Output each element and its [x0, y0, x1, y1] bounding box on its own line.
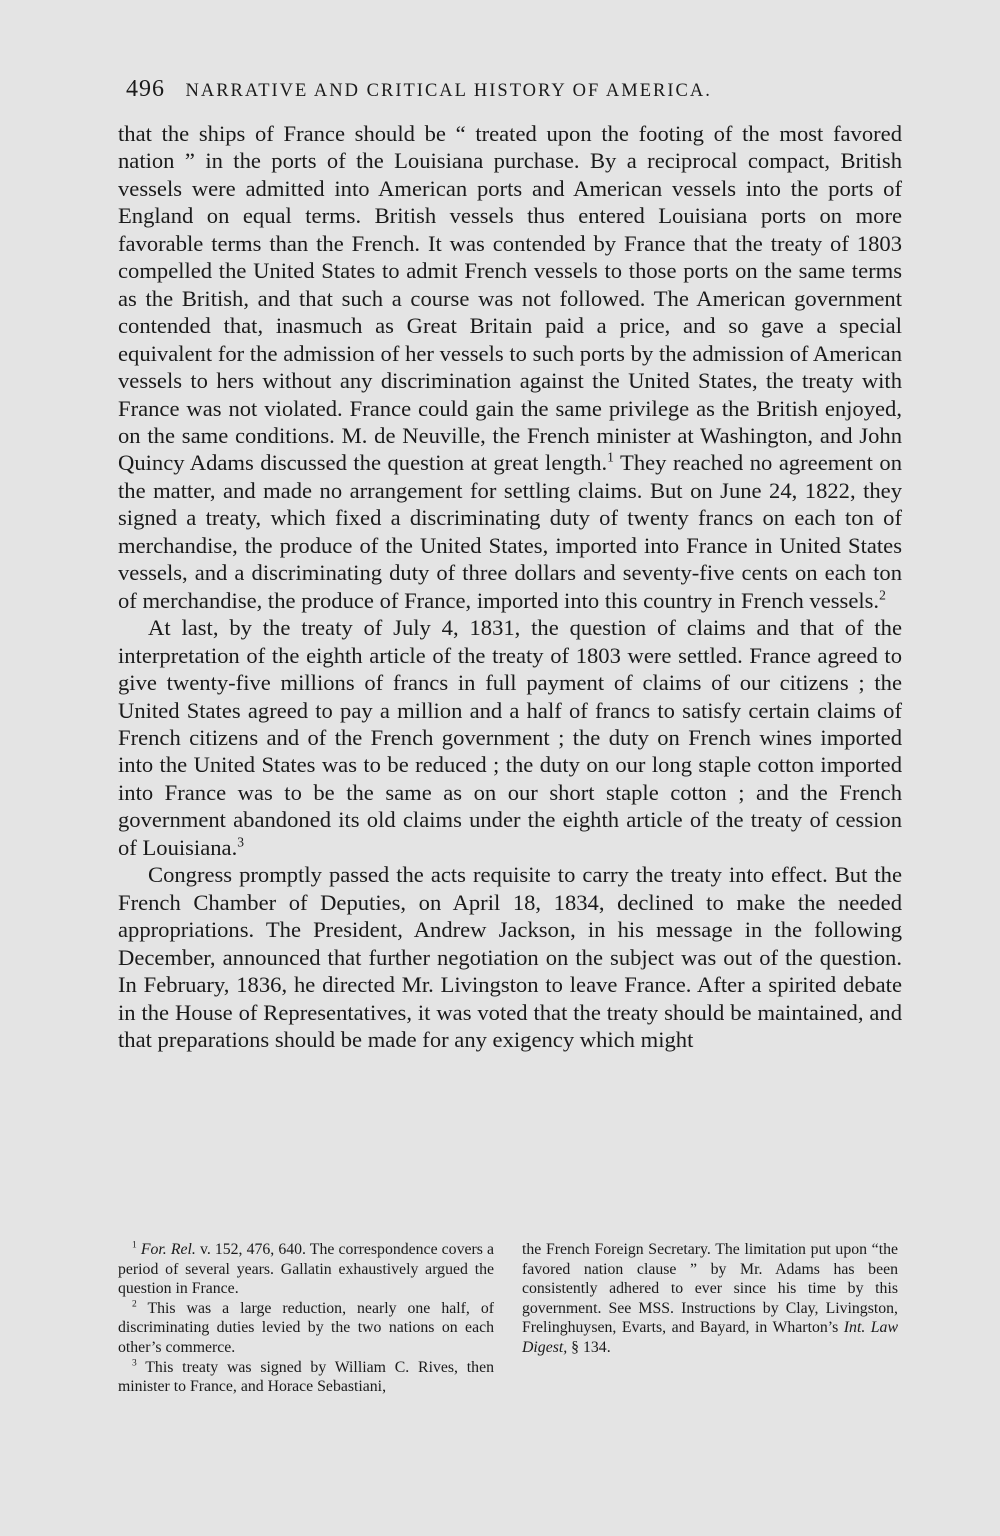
- footnote-ref-3: 3: [237, 834, 244, 850]
- footnotes: [118, 1240, 898, 1397]
- footnote-1-text: v. 152, 476, 640. The correspondence covers a period of several years. Gallatin exhaustively argued the question in France.: [118, 1241, 495, 1298]
- paragraph-1-text-cont: They reached no agreement on the matter, and made no arrangement for settling claims. But on June 24, 1822, they signed a treaty, which fixed a discriminating duty of twenty francs on each ton of merchandise, the produce of the United States, imported into France in United States vessels, and a discriminating duty of three dollars and seventy-five cents on each ton of merchandise, the produce of France, imported into this country in French vessels.: [118, 450, 902, 613]
- footnote-column-left: [118, 1240, 494, 1397]
- footnote-3-cont-end: § 134.: [567, 1338, 611, 1356]
- footnote-1: [118, 1240, 494, 1299]
- paragraph-1: [118, 120, 902, 614]
- body-text: [118, 120, 902, 1053]
- footnote-2-text: This was a large reduction, nearly one half, of discriminating duties levied by the two nations on each other’s commerce.: [118, 1299, 494, 1356]
- paragraph-3-text: Congress promptly passed the acts requisite to carry the treaty into effect. But the French Chamber of Deputies, on April 18, 1834, declined to make the needed appropriations. The President, Andrew Jackson, in his message in the following December, announced that further negotiation on the subject was out of the question. In February, 1836, he directed Mr. Livingston to leave France. After a spirited debate in the House of Representatives, it was voted that the treaty should be maintained, and that preparations should be made for any exigency which might: [118, 862, 902, 1052]
- footnote-ref-2: 2: [879, 587, 886, 603]
- footnote-3-cont-text: the French Foreign Secretary. The limitation put upon “the favored nation clause ” by Mr. Adams has been consistently adhered to ever since his time by this government. See MSS. Instructions by Clay, Livingston, Frelinghuysen, Evarts, and Bayard, in Wharton’s: [522, 1241, 898, 1337]
- paragraph-2: [118, 614, 902, 861]
- footnote-3: [118, 1358, 494, 1397]
- footnote-2-mark: 2: [132, 1299, 137, 1310]
- footnote-ref-1: 1: [607, 449, 614, 465]
- footnote-3-text: This treaty was signed by William C. Rives, then minister to France, and Horace Sebastiani,: [118, 1358, 494, 1396]
- footnote-1-mark: 1: [132, 1240, 137, 1251]
- paragraph-1-text: that the ships of France should be “ treated upon the footing of the most favored nation ” in the ports of the Louisiana purchase. By a reciprocal compact, British vessels were admitted into American ports and American vessels into the ports of England on equal terms. British vessels thus entered Louisiana ports on more favorable terms than the French. It was contended by France that the treaty of 1803 compelled the United States to admit French vessels to those ports on the same terms as the British, and that such a course was not followed. The American government contended that, inasmuch as Great Britain paid a price, and so gave a special equivalent for the admission of her vessels to such ports by the admission of American vessels to hers without any discrimination against the United States, the treaty with France was not violated. France could gain the same privilege as the British enjoyed, on the same conditions. M. de Neuville, the French minister at Washington, and John Quincy Adams discussed the question at great length.: [118, 121, 902, 476]
- footnote-3-cont-citation: Int. Law Digest,: [522, 1319, 898, 1356]
- running-head: [126, 76, 816, 103]
- paragraph-3: [118, 861, 902, 1053]
- footnote-2: [118, 1299, 494, 1358]
- footnote-column-right: [522, 1240, 898, 1397]
- running-head-title: NARRATIVE AND CRITICAL HISTORY OF AMERICA.: [185, 81, 712, 101]
- footnote-3-continued: [522, 1240, 898, 1358]
- page-number: 496: [126, 76, 165, 102]
- paragraph-2-text: At last, by the treaty of July 4, 1831, the question of claims and that of the interpretation of the eighth article of the treaty of 1803 were settled. France agreed to give twenty-five millions of francs in full payment of claims of our citizens ; the United States agreed to pay a million and a half of francs to satisfy certain claims of French citizens and of the French government ; the duty on French wines imported into the United States was to be reduced ; the duty on our long staple cotton imported into France was to be the same as on our short staple cotton ; and the French government abandoned its old claims under the eighth article of the treaty of cession of Louisiana.: [118, 615, 902, 860]
- footnote-3-mark: 3: [132, 1358, 137, 1369]
- footnote-1-citation: For. Rel.: [140, 1241, 196, 1258]
